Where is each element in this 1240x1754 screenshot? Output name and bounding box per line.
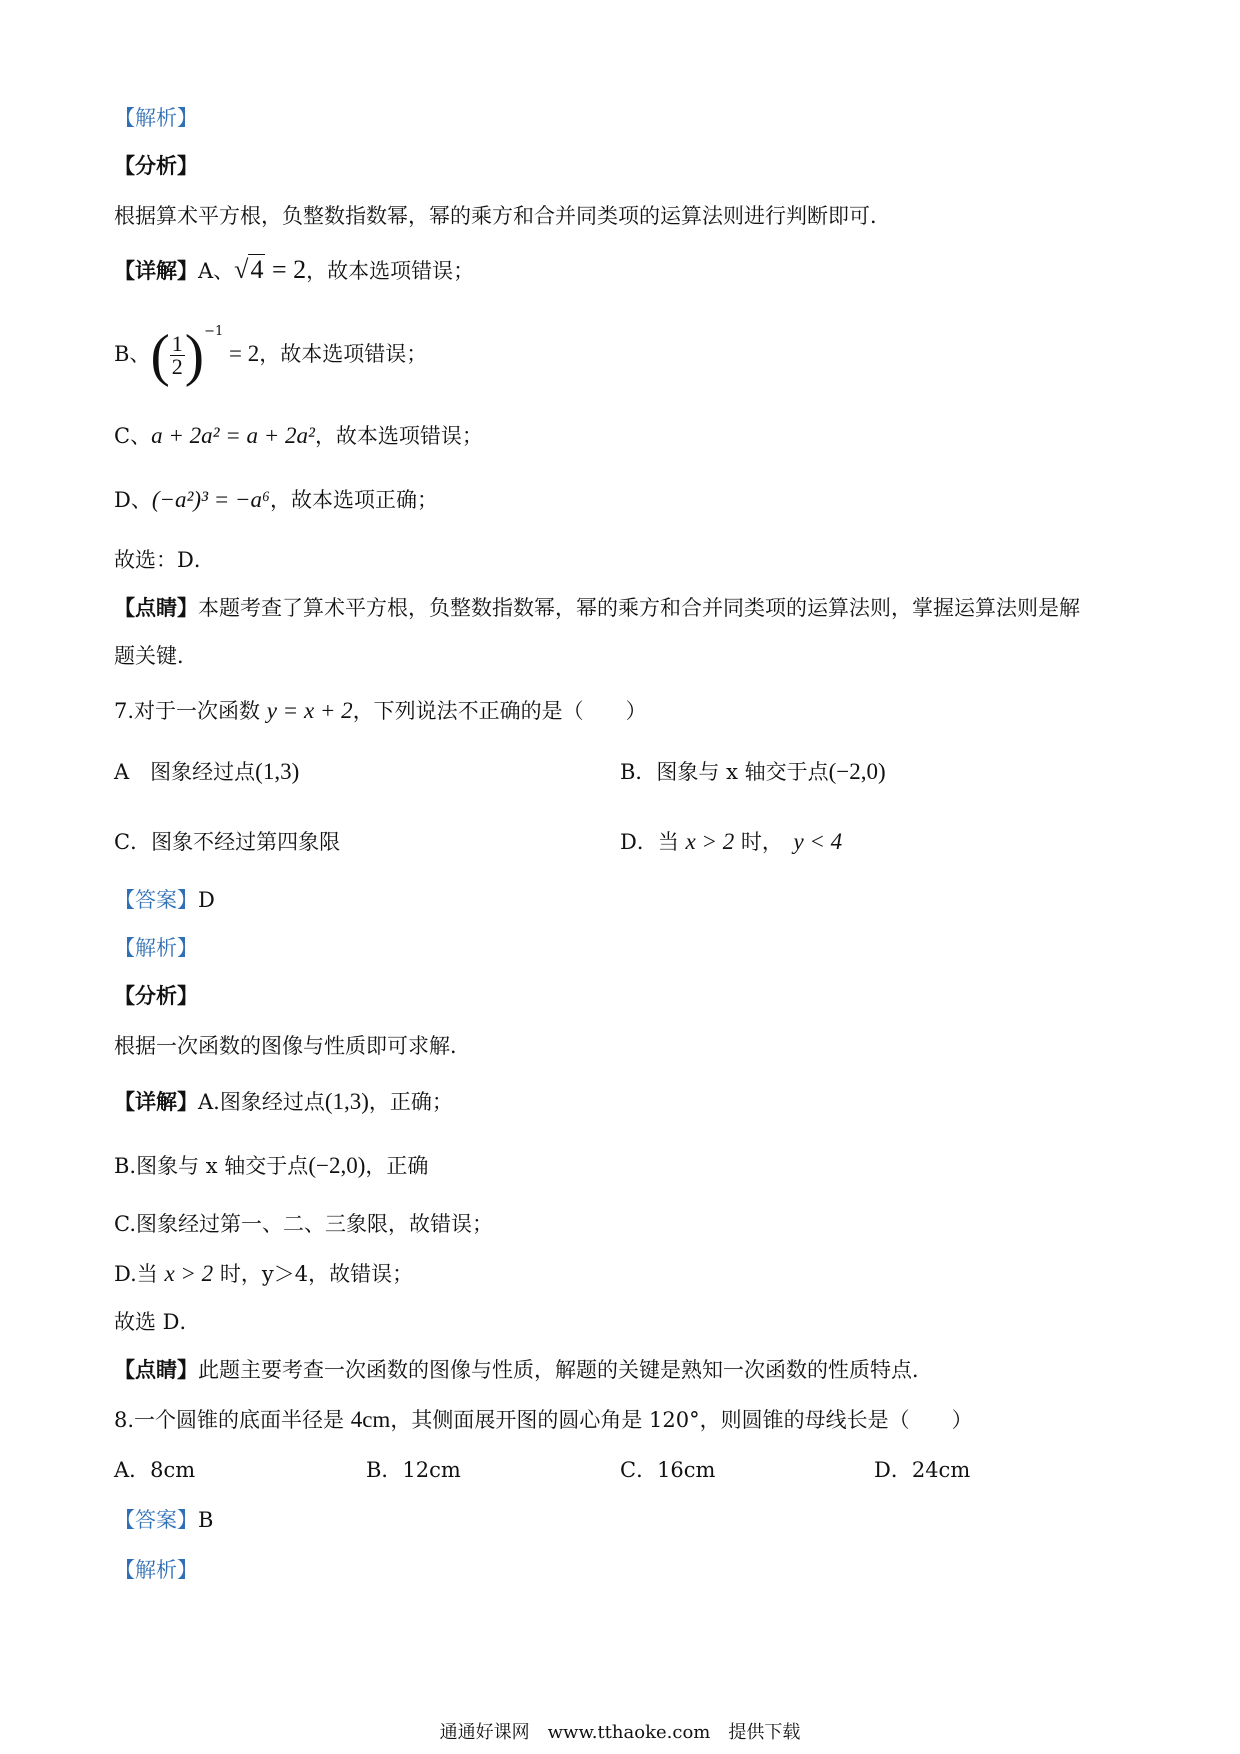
q6-c-text: ，故本选项错误；: [314, 424, 483, 448]
q7-option-d-expr1: x > 2: [685, 829, 735, 854]
q6-detail-c: [114, 422, 483, 450]
q8-option-a: A．8cm: [114, 1458, 196, 1482]
q7-dianjing: 【点睛】此题主要考查一次函数的图像与性质，解题的关键是熟知一次函数的性质特点．: [114, 1357, 933, 1382]
q6-b-fraction: $\frac{1}{2}$: [171, 331, 183, 379]
q7-analysis: 根据一次函数的图像与性质即可求解．: [114, 1034, 471, 1058]
q7-detail-b: B.图象与 x 轴交于点(−2,0)，正确: [114, 1153, 429, 1178]
q7-detail-b-expr: (−2,0): [308, 1153, 366, 1178]
q7-choose: 故选 D．: [114, 1310, 201, 1334]
q7-option-b-expr: (−2,0): [828, 759, 886, 784]
q7-answer: [114, 886, 215, 914]
q6-c-expr: a + 2a² = a + 2a²: [151, 423, 315, 448]
q7-option-a-expr: (1,3): [255, 759, 300, 784]
q6-b-text: ，故本选项错误；: [259, 342, 428, 366]
q7-option-b: B．图象与 x 轴交于点(−2,0): [620, 759, 886, 784]
q6-analysis: 根据算术平方根，负整数指数幂，幂的乘方和合并同类项的运算法则进行判断即可．: [114, 204, 891, 228]
q6-dianjing-line1: 【点睛】本题考查了算术平方根，负整数指数幂，幂的乘方和合并同类项的运算法则，掌握运算法则是解: [114, 595, 1080, 620]
q6-detail-a: [114, 256, 474, 285]
q6-choose: 故选：D．: [114, 548, 215, 572]
q7-stem-expr: y = x + 2: [266, 698, 353, 723]
q7-fenxi-tag: 【分析】: [114, 983, 198, 1008]
q6-b-rhs: = 2: [223, 341, 260, 366]
q8-jiexi-tag: 【解析】: [114, 1558, 198, 1582]
q7-jiexi-tag: 【解析】: [114, 936, 198, 960]
q7-stem: 7.对于一次函数 y = x + 2，下列说法不正确的是（ ）: [114, 698, 647, 723]
q7-detail-a: 【详解】A.图象经过点(1,3)，正确；: [114, 1089, 453, 1114]
q6-detail-b: B、( $\frac{1}{2}$ )$^{-1}$ = 2，故本选项错误；: [114, 322, 428, 388]
q7-option-a: A 图象经过点(1,3): [114, 759, 300, 784]
q6-jiexi-tag: 【解析】: [114, 106, 198, 130]
q8-answer-value: B: [198, 1508, 214, 1532]
q8-stem: 8.一个圆锥的底面半径是 4cm，其侧面展开图的圆心角是 120°，则圆锥的母线长是（ ）: [114, 1407, 973, 1432]
q8-answer: [114, 1506, 213, 1534]
q7-detail-a-expr: (1,3): [324, 1089, 369, 1114]
q6-a-label: A、: [198, 259, 235, 283]
q7-answer-value: D: [198, 888, 215, 912]
q7-option-d-expr2: y < 4: [793, 829, 843, 854]
q7-detail-d-expr: x > 2: [164, 1261, 214, 1286]
q8-option-d: D．24cm: [874, 1458, 971, 1482]
q6-dianjing-line2: 题关键．: [114, 644, 198, 668]
q6-b-exponent: −1: [204, 324, 224, 339]
page-footer: 通通好课网 www.tthaoke.com 提供下载: [439, 1722, 801, 1743]
q6-d-label: D、: [114, 488, 152, 512]
q6-dianjing-tag: 【点睛】: [114, 595, 198, 620]
q8-option-c: C．16cm: [620, 1458, 716, 1482]
q6-detail-d: [114, 486, 438, 514]
q8-answer-tag: 【答案】: [114, 1508, 198, 1532]
q6-b-label: B、: [114, 342, 151, 366]
q7-option-d: D．当 x > 2 时， y < 4: [620, 829, 843, 854]
q6-a-expr: √4 = 2: [234, 255, 307, 284]
q7-detail-tag: 【详解】: [114, 1089, 198, 1114]
q7-answer-tag: 【答案】: [114, 888, 198, 912]
q7-dianjing-tag: 【点睛】: [114, 1357, 198, 1382]
q7-detail-d: D.当 x > 2 时，y＞4，故错误；: [114, 1261, 414, 1286]
q7-option-c: C．图象不经过第四象限: [114, 830, 341, 854]
q6-detail-tag: 【详解】: [114, 258, 198, 283]
q6-d-expr: (−a²)³ = −a⁶: [151, 487, 271, 512]
q7-detail-c: C.图象经过第一、二、三象限，故错误；: [114, 1212, 493, 1236]
q6-fenxi-tag: 【分析】: [114, 153, 198, 178]
q6-d-text: ，故本选项正确；: [270, 488, 439, 512]
q8-option-b: B．12cm: [366, 1458, 461, 1482]
q6-a-text: ，故本选项错误；: [306, 259, 475, 283]
q6-c-label: C、: [114, 424, 152, 448]
q8-stem-expr: 4cm: [350, 1407, 391, 1432]
